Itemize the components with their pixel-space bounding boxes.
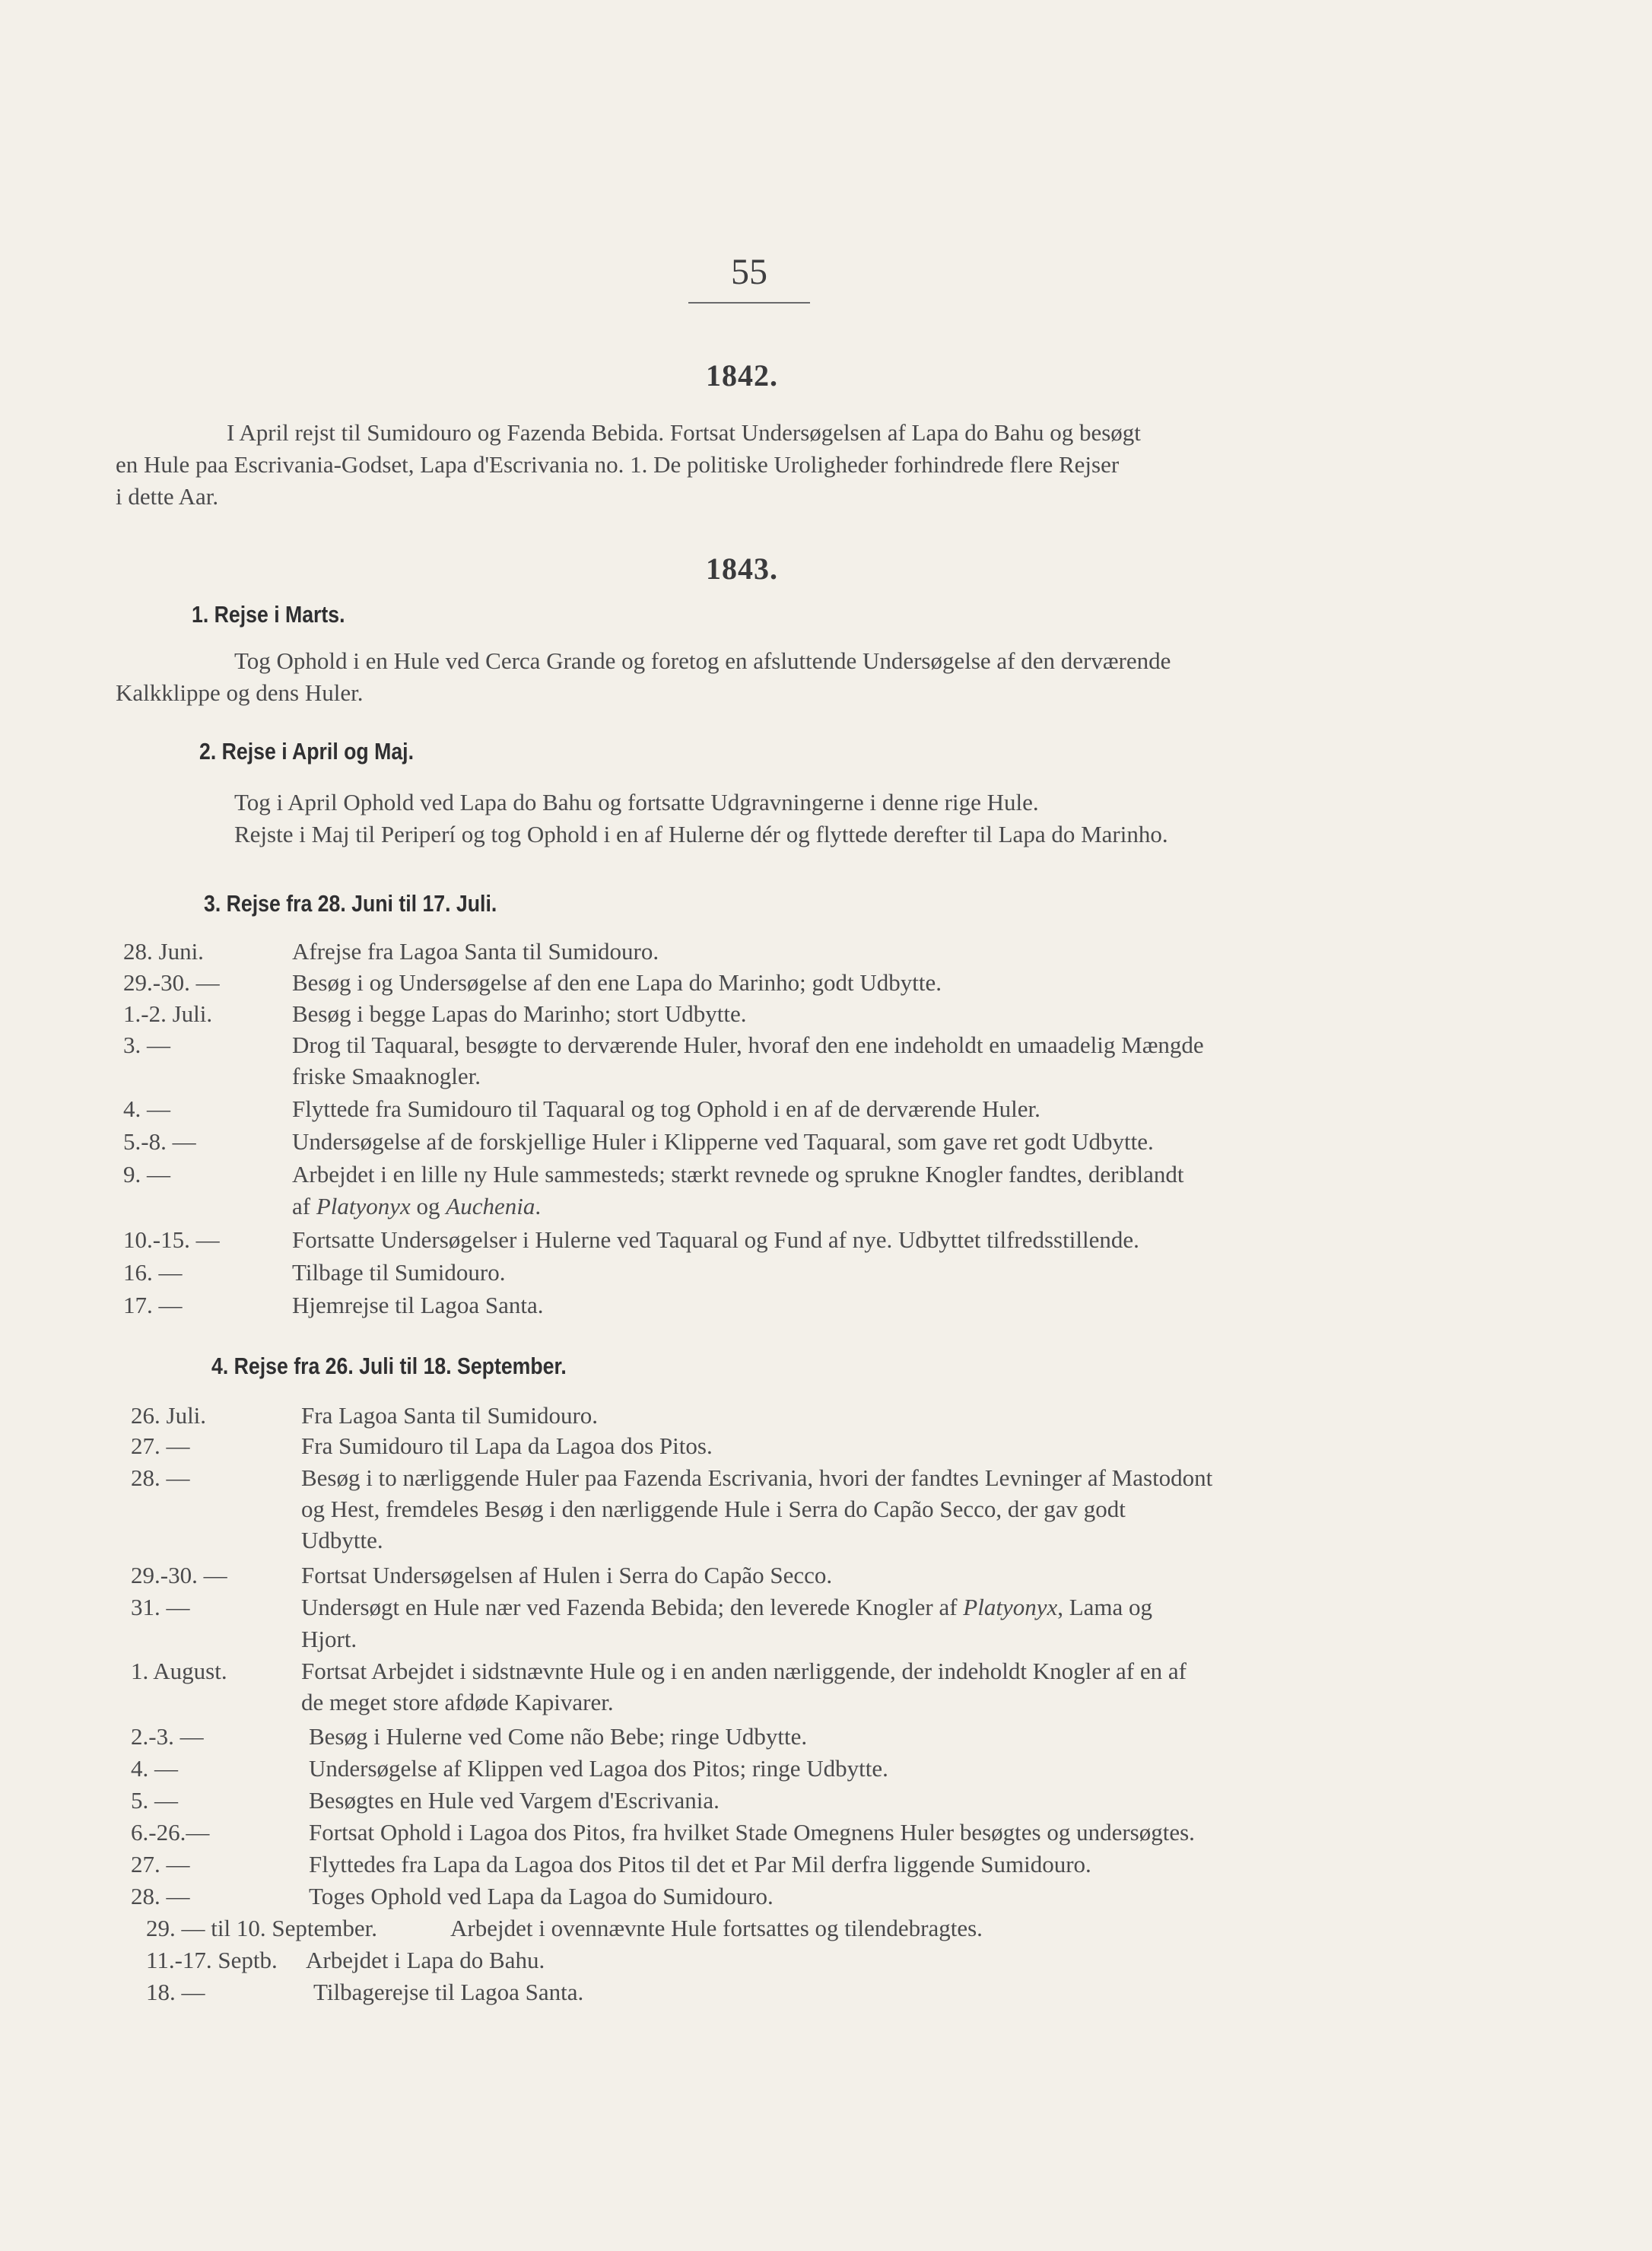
itinerary-text: Tilbage til Sumidouro. [292, 1259, 506, 1286]
paragraph-1842-line-2: en Hule paa Escrivania-Godset, Lapa d'Escrivania no. 1. De politiske Uroligheder forhindrede flere Rejser [116, 451, 1120, 478]
itinerary-text: Tilbagerejse til Lagoa Santa. [313, 1979, 584, 2005]
itinerary-date: 28. Juni. [123, 938, 204, 965]
year-1842-heading: 1842. [706, 358, 778, 393]
itinerary-text: Arbejdet i en lille ny Hule sammesteds; stærkt revnede og sprukne Knogler fandtes, deriblandt [292, 1161, 1184, 1187]
itinerary-text: Undersøgelse af Klippen ved Lagoa dos Pitos; ringe Udbytte. [309, 1755, 888, 1782]
itinerary-text: Besøg i Hulerne ved Come não Bebe; ringe Udbytte. [309, 1723, 808, 1750]
itinerary-date: 31. — [131, 1594, 190, 1620]
itinerary-text: Hjemrejse til Lagoa Santa. [292, 1292, 544, 1318]
itinerary-text: Undersøgelse af de forskjellige Huler i Klipperne ved Taquaral, som gave ret godt Udbytte. [292, 1128, 1154, 1155]
itinerary-date: 5.-8. — [123, 1128, 196, 1155]
itinerary-text [301, 1591, 1152, 1623]
itinerary-text: Fortsat Ophold i Lagoa dos Pitos, fra hvilket Stade Omegnens Huler besøgtes og undersøgtes. [309, 1819, 1195, 1846]
trip-1-line-1: Tog Ophold i en Hule ved Cerca Grande og foretog en afsluttende Undersøgelse af den derværende [234, 647, 1171, 674]
itinerary-date: 26. Juli. [131, 1402, 207, 1429]
itinerary-date: 9. — [123, 1161, 170, 1187]
itinerary-text: Fra Lagoa Santa til Sumidouro. [301, 1402, 599, 1429]
itinerary-date: 11.-17. Septb. [146, 1947, 278, 1973]
itinerary-text: Besøgtes en Hule ved Vargem d'Escrivania. [309, 1787, 720, 1814]
itinerary-date: 1. August. [131, 1658, 227, 1684]
taxon-prefix: Undersøgt en Hule nær ved Fazenda Bebida; den leverede Knogler af [301, 1594, 964, 1620]
itinerary-text: Fortsat Arbejdet i sidstnævnte Hule og i en anden nærliggende, der indeholdt Knogler af en af de meget store afdøde Kapivarer. [301, 1658, 1187, 1715]
taxon-auchenia: Auchenia [446, 1193, 535, 1219]
taxon-end: . [535, 1193, 542, 1219]
taxon-platyonyx: Platyonyx [316, 1193, 411, 1219]
itinerary-text: Toges Ophold ved Lapa da Lagoa do Sumidouro. [309, 1883, 774, 1909]
itinerary-date: 6.-26.— [131, 1819, 210, 1846]
trip-1-heading: 1. Rejse i Marts. [192, 601, 345, 628]
taxon-end: , Lama og [1057, 1594, 1153, 1620]
itinerary-date: 27. — [131, 1432, 190, 1459]
itinerary-date: 2.-3. — [131, 1723, 204, 1750]
itinerary-date: 17. — [123, 1292, 183, 1318]
paragraph-1842-line-1: I April rejst til Sumidouro og Fazenda Bebida. Fortsat Undersøgelsen af Lapa do Bahu og besøgt [227, 419, 1141, 446]
taxon-prefix: af [292, 1193, 316, 1219]
itinerary-date: 3. — [123, 1032, 170, 1058]
itinerary-date: 16. — [123, 1259, 183, 1286]
itinerary-text: Besøg i begge Lapas do Marinho; stort Udbytte. [292, 1000, 747, 1027]
taxon-platyonyx: Platyonyx [963, 1594, 1058, 1620]
paragraph-1842-line-3: i dette Aar. [116, 483, 219, 510]
page-number-rule [688, 302, 810, 304]
itinerary-text: Besøg i to nærliggende Huler paa Fazenda Escrivania, hvori der fandtes Levninger af Mastodont og Hest, fremdeles Besøg i den nærliggende Hule i Serra do Capão Secco, der gav godt Udbytte. [301, 1464, 1213, 1553]
itinerary-text: Afrejse fra Lagoa Santa til Sumidouro. [292, 938, 659, 965]
itinerary-date: 18. — [146, 1979, 205, 2005]
itinerary-date: 28. — [131, 1464, 190, 1491]
trip-4-heading: 4. Rejse fra 26. Juli til 18. September. [211, 1353, 567, 1379]
itinerary-date: 4. — [123, 1095, 170, 1122]
trip-3-heading: 3. Rejse fra 28. Juni til 17. Juli. [204, 890, 497, 917]
trip-2-line-1: Tog i April Ophold ved Lapa do Bahu og fortsatte Udgravningerne i denne rige Hule. [234, 789, 1039, 816]
itinerary-text: Arbejdet i Lapa do Bahu. [306, 1947, 545, 1973]
page-number: 55 [731, 252, 767, 292]
taxon-conjunction: og [416, 1193, 440, 1219]
itinerary-date: 4. — [131, 1755, 178, 1782]
itinerary-date: 28. — [131, 1883, 190, 1909]
itinerary-date: 29.-30. — [123, 969, 220, 996]
itinerary-date: 27. — [131, 1851, 190, 1877]
itinerary-text: Fra Sumidouro til Lapa da Lagoa dos Pitos. [301, 1432, 713, 1459]
itinerary-date: 29.-30. — [131, 1562, 227, 1588]
itinerary-text: Flyttedes fra Lapa da Lagoa dos Pitos til det et Par Mil derfra liggende Sumidouro. [309, 1851, 1091, 1877]
itinerary-date: 5. — [131, 1787, 178, 1814]
itinerary-text [292, 1191, 541, 1222]
itinerary-date: 10.-15. — [123, 1226, 220, 1253]
itinerary-text: Fortsat Undersøgelsen af Hulen i Serra do Capão Secco. [301, 1562, 833, 1588]
itinerary-text: Besøg i og Undersøgelse af den ene Lapa do Marinho; godt Udbytte. [292, 969, 942, 996]
itinerary-text: Fortsatte Undersøgelser i Hulerne ved Taquaral og Fund af nye. Udbyttet tilfredsstillende. [292, 1226, 1139, 1253]
itinerary-text: Arbejdet i ovennævnte Hule fortsattes og tilendebragtes. [450, 1915, 983, 1941]
itinerary-date: 29. — til 10. September. [146, 1915, 377, 1941]
itinerary-text: Drog til Taquaral, besøgte to derværende Huler, hvoraf den ene indeholdt en umaadelig Mængde friske Smaaknogler. [292, 1032, 1204, 1089]
itinerary-text: Flyttede fra Sumidouro til Taquaral og tog Ophold i en af de derværende Huler. [292, 1095, 1040, 1122]
trip-1-line-2: Kalkklippe og dens Huler. [116, 679, 364, 706]
trip-2-line-2: Rejste i Maj til Periperí og tog Ophold i en af Hulerne dér og flyttede derefter til Lapa do Marinho. [234, 821, 1168, 847]
itinerary-text: Hjort. [301, 1626, 357, 1652]
trip-2-heading: 2. Rejse i April og Maj. [199, 738, 414, 765]
year-1843-heading: 1843. [706, 552, 778, 586]
itinerary-date: 1.-2. Juli. [123, 1000, 213, 1027]
